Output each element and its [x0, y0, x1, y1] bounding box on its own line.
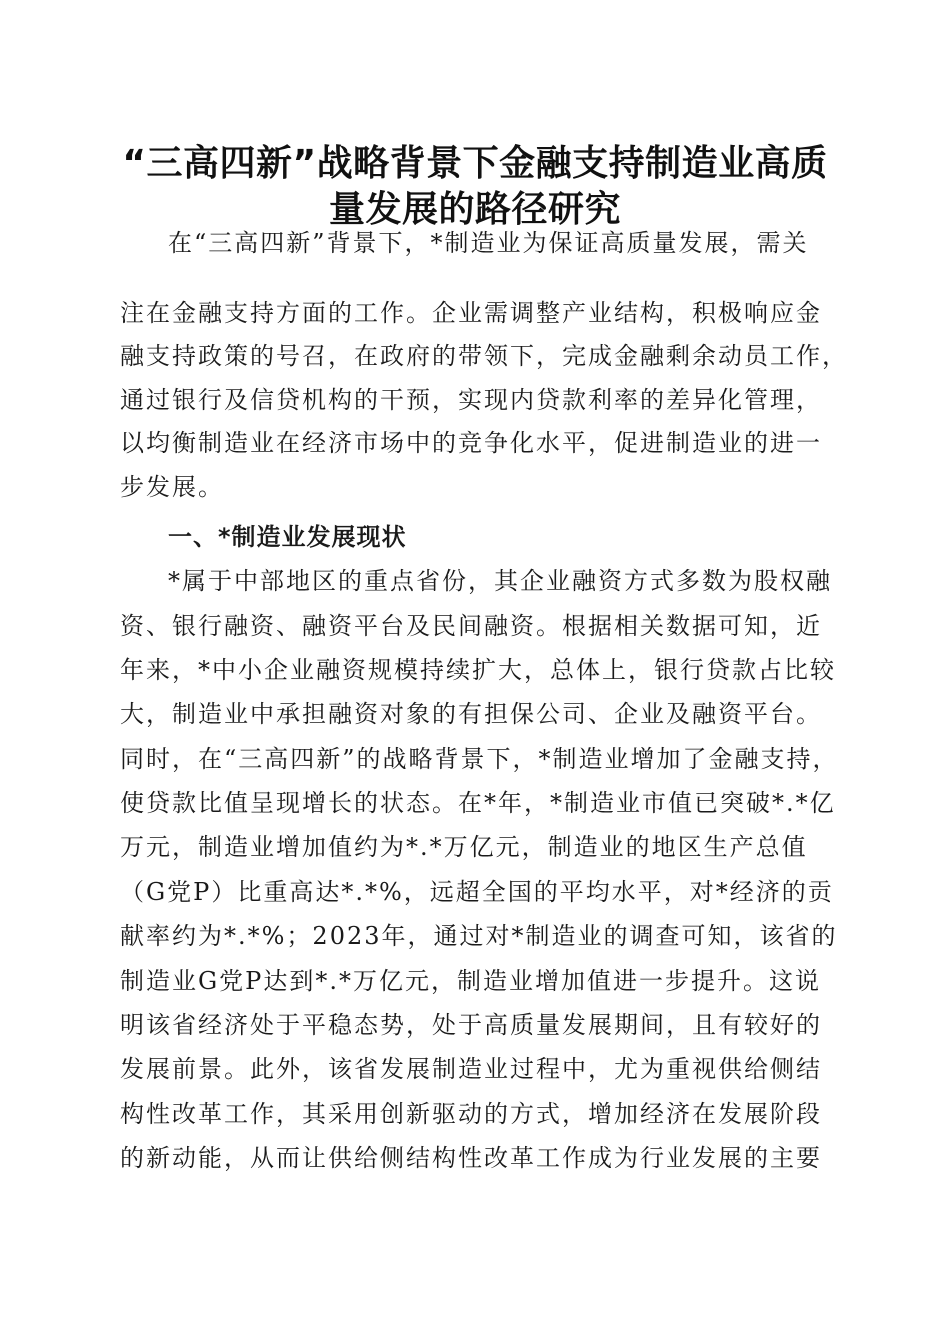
section-1-line-1: *属于中部地区的重点省份，其企业融资方式多数为股权融 — [168, 567, 832, 595]
section-1-line-10: 制造业G党P达到*.*万亿元，制造业增加值进一步提升。这说 — [120, 967, 821, 995]
section-1-line-11: 明该省经济处于平稳态势，处于高质量发展期间，且有较好的 — [120, 1011, 822, 1039]
intro-line-2: 注在金融支持方面的工作。企业需调整产业结构，积极响应金 — [120, 299, 822, 327]
intro-line-6: 步发展。 — [120, 473, 224, 501]
section-1-line-14: 的新动能，从而让供给侧结构性改革工作成为行业发展的主要 — [120, 1144, 822, 1172]
section-1-heading: 一、*制造业发展现状 — [168, 523, 407, 551]
section-1-line-5: 同时，在“三高四新”的战略背景下，*制造业增加了金融支持， — [120, 745, 839, 773]
intro-line-5: 以均衡制造业在经济市场中的竞争化水平，促进制造业的进一 — [120, 429, 822, 457]
intro-line-4: 通过银行及信贷机构的干预，实现内贷款利率的差异化管理， — [120, 386, 822, 414]
section-1-line-7: 万元，制造业增加值约为*.*万亿元，制造业的地区生产总值 — [120, 833, 808, 861]
intro-line-3: 融支持政策的号召，在政府的带领下，完成金融剩余动员工作， — [120, 342, 848, 370]
document-title-line-2: 量发展的路径研究 — [328, 189, 621, 230]
section-1-line-4: 大，制造业中承担融资对象的有担保公司、企业及融资平台。 — [120, 700, 822, 728]
document-title-line-1: “三高四新”战略背景下金融支持制造业高质 — [122, 143, 828, 184]
section-1-line-6: 使贷款比值呈现增长的状态。在*年，*制造业市值已突破*.*亿 — [120, 789, 836, 817]
section-1-line-12: 发展前景。此外，该省发展制造业过程中，尤为重视供给侧结 — [120, 1055, 822, 1083]
section-1-line-13: 构性改革工作，其采用创新驱动的方式，增加经济在发展阶段 — [120, 1100, 822, 1128]
section-1-line-9: 献率约为*.*%；2023年，通过对*制造业的调查可知，该省的 — [120, 922, 838, 950]
section-1-line-2: 资、银行融资、融资平台及民间融资。根据相关数据可知，近 — [120, 612, 822, 640]
section-1-line-3: 年来，*中小企业融资规模持续扩大，总体上，银行贷款占比较 — [120, 656, 836, 684]
intro-line-1: 在“三高四新”背景下，*制造业为保证高质量发展，需关 — [168, 229, 809, 257]
section-1-line-8: （G党P）比重高达*.*%，远超全国的平均水平，对*经济的贡 — [120, 878, 834, 906]
